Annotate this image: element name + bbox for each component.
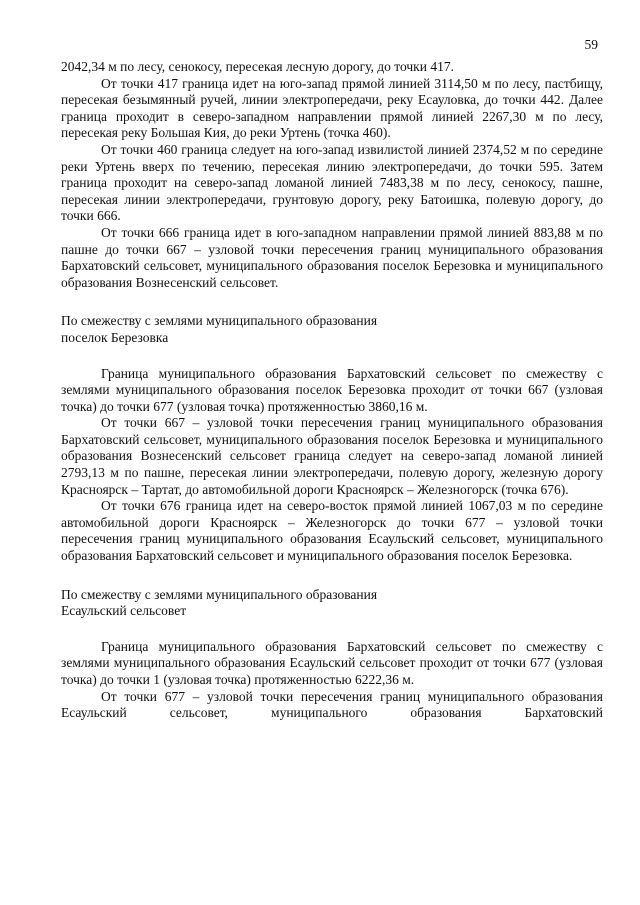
spacer bbox=[61, 347, 603, 366]
document-body bbox=[61, 59, 603, 722]
section-heading-line: поселок Березовка bbox=[61, 329, 169, 345]
paragraph: Граница муниципального образования Бархатовский сельсовет по смежеству с землями муниципального образования Есаульский сельсовет проходит от точки 677 (узловая точка) до точки 1 (узловая точка) протяженностью 6222,36 м. bbox=[61, 638, 603, 687]
paragraph: От точки 666 граница идет в юго-западном направлении прямой линией 883,88 м по пашне до точки 667 – узловой точки пересечения границ муниципального образования Бархатовский сельсовет, муниципального образования поселок Березовка и муниципального образования Вознесенский сельсовет. bbox=[61, 224, 603, 290]
paragraph-continuation: 2042,34 м по лесу, сенокосу, пересекая лесную дорогу, до точки 417. bbox=[61, 59, 454, 74]
paragraph: Граница муниципального образования Бархатовский сельсовет по смежеству с землями муниципального образования поселок Березовка проходит от точки 667 (узловая точка) до точки 677 (узловая точка) протяженностью 3860,16 м. bbox=[61, 365, 603, 414]
spacer bbox=[61, 620, 603, 639]
paragraph: От точки 667 – узловой точки пересечения границ муниципального образования Бархатовский сельсовет, муниципального образования поселок Березовка и муниципального образования Вознесенский сельсовет граница следует на северо-запад ломаной линией 2793,13 м по пашне, пересекая линии электропередачи, полевую дорогу, железную дорогу Красноярск – Тартат, до автомобильной дороги Красноярск – Железногорск (точка 676). bbox=[61, 415, 603, 497]
paragraph: От точки 460 граница следует на юго-запад извилистой линией 2374,52 м по середине реки Уртень вверх по течению, пересекая линию электропередачи, до точки 595. Затем граница проходит на северо-запад ломаной линией 7483,38 м по лесу, сенокосу, пашне, пересекая линии электропередачи, грунтовую дорогу, реку Батоишка, полевую дорогу, до точки 666. bbox=[61, 141, 603, 224]
section-heading-line: По смежеству с землями муниципального образования bbox=[61, 586, 378, 602]
paragraph: От точки 677 – узловой точки пересечения границ муниципального образования Есаульский сельсовет, муниципального образования Бархатовский bbox=[61, 688, 603, 721]
section-heading-line: По смежеству с землями муниципального образования bbox=[61, 313, 378, 329]
paragraph: От точки 676 граница идет на северо-восток прямой линией 1067,03 м по середине автомобильной дороги Красноярск – Железногорск до точки 677 – узловой точки пересечения границ муниципального образования Есаульский сельсовет, муниципального образования Бархатовский сельсовет и муниципального образования поселок Березовка. bbox=[61, 498, 603, 564]
spacer bbox=[61, 565, 603, 587]
page-number: 59 bbox=[584, 37, 598, 52]
paragraph: От точки 417 граница идет на юго-запад прямой линией 3114,50 м по лесу, пастбищу, пересекая безымянный ручей, линии электропередачи, реку Есауловка, до точки 442. Далее граница проходит в северо-западном направлении прямой линией 2267,30 м по лесу, пересекая реку Большая Кия, до реки Уртень (точка 460). bbox=[61, 75, 603, 141]
spacer bbox=[61, 291, 603, 313]
section-heading-line: Есаульский сельсовет bbox=[61, 603, 187, 619]
